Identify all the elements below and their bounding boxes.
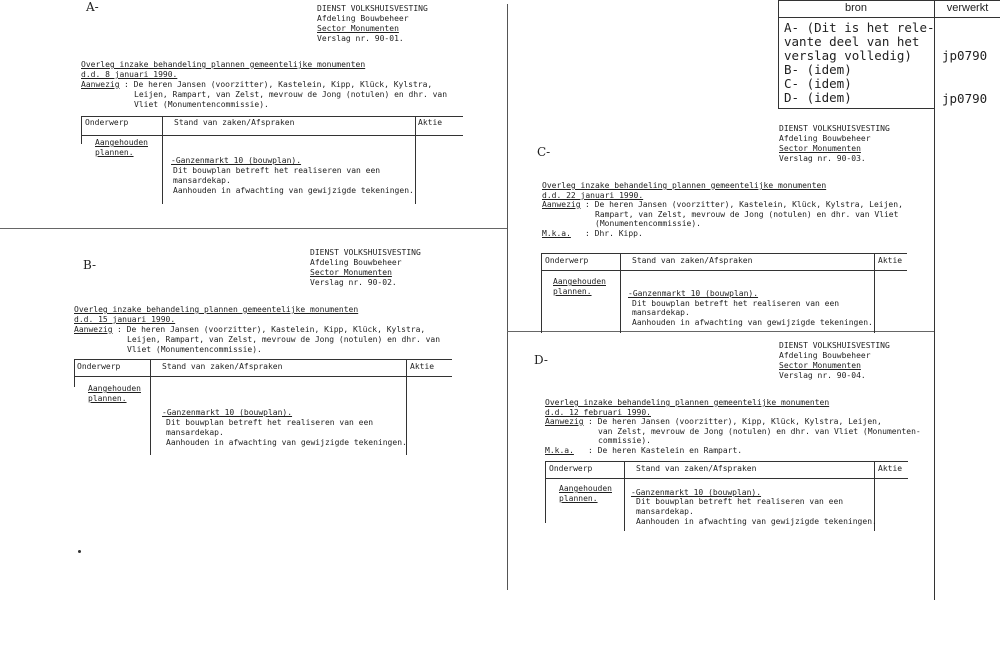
org-line: DIENST VOLKSHUISVESTING	[779, 124, 890, 133]
col-aktie: Aktie	[418, 118, 443, 127]
org-line: Afdeling Bouwbeheer	[310, 258, 402, 267]
table-col-rule	[81, 116, 82, 144]
table-header-rule	[541, 270, 907, 271]
section-letter-a: A-	[86, 0, 99, 14]
header-col-divider	[934, 0, 935, 600]
table-col-rule	[74, 359, 75, 387]
col-stand: Stand van zaken/Afspraken	[174, 118, 295, 127]
section-letter-d: D-	[534, 353, 548, 367]
col-stand: Stand van zaken/Afspraken	[636, 464, 757, 473]
aanwezig-line: commissie).	[598, 436, 651, 445]
table-col-rule	[545, 461, 546, 523]
item-line: Dit bouwplan betreft het realiseren van een	[632, 299, 840, 308]
table-header-rule	[545, 478, 908, 479]
mka-label: M.k.a.	[545, 446, 574, 455]
aanwezig-line: Leijen, Rampart, van Zelst, mevrouw de Jong (notulen) en dhr. van	[127, 335, 441, 344]
aanwezig-label: Aanwezig	[81, 80, 120, 89]
subject-line: plannen.	[95, 148, 134, 157]
meeting-title: Overleg inzake behandeling plannen gemeentelijke monumenten	[81, 60, 366, 69]
subject-line: Aangehouden	[559, 484, 612, 493]
org-line: Afdeling Bouwbeheer	[779, 134, 871, 143]
section-letter-c: C-	[537, 145, 551, 159]
item-line: mansardekap.	[173, 176, 231, 185]
header-under-labels	[778, 17, 1000, 18]
item-line: Aanhouden in afwachting van gewijzigde tekeningen.	[636, 517, 877, 526]
table-col-rule	[874, 253, 875, 333]
aanwezig-line: van Zelst, mevrouw de Jong (notulen) en dhr. van Vliet (Monumenten-	[598, 427, 921, 436]
meeting-date: d.d. 8 januari 1990.	[81, 70, 178, 79]
bron-line: verslag volledig)	[784, 48, 912, 63]
org-line: Afdeling Bouwbeheer	[317, 14, 409, 23]
col-onderwerp: Onderwerp	[77, 362, 121, 371]
left-section-divider	[0, 228, 507, 229]
col-aktie: Aktie	[410, 362, 435, 371]
table-col-rule	[162, 116, 163, 204]
right-section-divider	[507, 331, 934, 332]
item-line: Aanhouden in afwachting van gewijzigde tekeningen.	[166, 438, 407, 447]
col-onderwerp: Onderwerp	[85, 118, 129, 127]
table-col-rule	[150, 359, 151, 455]
item-line: mansardekap.	[636, 507, 694, 516]
table-col-rule	[620, 253, 621, 333]
aanwezig-label: Aanwezig	[545, 417, 584, 426]
subject-line: plannen.	[559, 494, 598, 503]
bron-line: C- (idem)	[784, 76, 852, 91]
org-line: Afdeling Bouwbeheer	[779, 351, 871, 360]
verwerkt-value: jp0790	[942, 91, 988, 106]
verwerkt-value: jp0790	[942, 48, 988, 63]
meeting-date: d.d. 12 februari 1990.	[545, 408, 651, 417]
meeting-title: Overleg inzake behandeling plannen gemeentelijke monumenten	[74, 305, 359, 314]
subject-line: Aangehouden	[553, 277, 606, 286]
table-header-rule	[81, 135, 463, 136]
col-aktie: Aktie	[878, 256, 903, 265]
item-title: -Ganzenmarkt 10 (bouwplan).	[631, 488, 762, 497]
verwerkt-header: verwerkt	[946, 2, 989, 14]
org-line: Verslag nr. 90-04.	[779, 371, 866, 380]
table-col-rule	[624, 461, 625, 531]
col-stand: Stand van zaken/Afspraken	[162, 362, 283, 371]
table-top-rule	[541, 253, 907, 254]
table-col-rule	[541, 253, 542, 333]
subject-line: Aangehouden	[95, 138, 148, 147]
col-stand: Stand van zaken/Afspraken	[632, 256, 753, 265]
aanwezig-line: : De heren Jansen (voorzitter), Kastelein, Kipp, Klück, Kylstra,	[124, 80, 433, 89]
item-title: -Ganzenmarkt 10 (bouwplan).	[171, 156, 302, 165]
org-line: Sector Monumenten	[779, 361, 861, 370]
aanwezig-line: Vliet (Monumentencommissie).	[127, 345, 262, 354]
center-vertical-divider	[507, 4, 508, 590]
aanwezig-label: Aanwezig	[74, 325, 113, 334]
aanwezig-line: Vliet (Monumentencommissie).	[134, 100, 269, 109]
org-line: Sector Monumenten	[779, 144, 861, 153]
aanwezig-line: (Monumentencommissie).	[595, 219, 701, 228]
mka-value: : De heren Kastelein en Rampart.	[588, 446, 743, 455]
mka-value: : Dhr. Kipp.	[585, 229, 643, 238]
table-top-rule	[545, 461, 908, 462]
col-onderwerp: Onderwerp	[549, 464, 593, 473]
bron-line: A- (Dit is het rele-	[784, 20, 935, 35]
stray-dot	[78, 550, 81, 553]
section-letter-b: B-	[83, 258, 97, 272]
table-top-rule	[81, 116, 463, 117]
item-line: mansardekap.	[166, 428, 224, 437]
item-line: mansardekap.	[632, 308, 690, 317]
meeting-date: d.d. 15 januari 1990.	[74, 315, 176, 324]
item-line: Dit bouwplan betreft het realiseren van een	[636, 497, 844, 506]
org-line: DIENST VOLKSHUISVESTING	[310, 248, 421, 257]
org-line: Verslag nr. 90-02.	[310, 278, 397, 287]
bron-header: bron	[844, 2, 868, 14]
header-top-rule	[778, 0, 1000, 1]
bron-line: B- (idem)	[784, 62, 852, 77]
meeting-title: Overleg inzake behandeling plannen gemeentelijke monumenten	[542, 181, 827, 190]
subject-line: Aangehouden	[88, 384, 141, 393]
aanwezig-line: : De heren Jansen (voorzitter), Kastelein, Kipp, Klück, Kylstra,	[117, 325, 426, 334]
header-bottom-rule	[778, 108, 934, 109]
table-header-rule	[74, 376, 452, 377]
subject-line: plannen.	[553, 287, 592, 296]
bron-line: vante deel van het	[784, 34, 920, 49]
item-line: Aanhouden in afwachting van gewijzigde tekeningen.	[173, 186, 414, 195]
org-line: Verslag nr. 90-01.	[317, 34, 404, 43]
aanwezig-line: Rampart, van Zelst, mevrouw de Jong (notulen) en dhr. van Vliet	[595, 210, 899, 219]
col-aktie: Aktie	[878, 464, 903, 473]
aanwezig-label: Aanwezig	[542, 200, 581, 209]
org-line: DIENST VOLKSHUISVESTING	[317, 4, 428, 13]
meeting-title: Overleg inzake behandeling plannen gemeentelijke monumenten	[545, 398, 830, 407]
aanwezig-line: : De heren Jansen (voorzitter), Kipp, Klück, Kylstra, Leijen,	[588, 417, 882, 426]
org-line: Verslag nr. 90-03.	[779, 154, 866, 163]
subject-line: plannen.	[88, 394, 127, 403]
bron-line: D- (idem)	[784, 90, 852, 105]
item-line: Aanhouden in afwachting van gewijzigde tekeningen.	[632, 318, 873, 327]
meeting-date: d.d. 22 januari 1990.	[542, 191, 644, 200]
aanwezig-line: Leijen, Rampart, van Zelst, mevrouw de Jong (notulen) en dhr. van	[134, 90, 448, 99]
table-col-rule	[415, 116, 416, 204]
item-title: -Ganzenmarkt 10 (bouwplan).	[628, 289, 759, 298]
table-top-rule	[74, 359, 452, 360]
item-line: Dit bouwplan betreft het realiseren van een	[173, 166, 381, 175]
item-line: Dit bouwplan betreft het realiseren van een	[166, 418, 374, 427]
mka-label: M.k.a.	[542, 229, 571, 238]
org-line: Sector Monumenten	[310, 268, 392, 277]
aanwezig-line: : De heren Jansen (voorzitter), Kastelein, Klück, Kylstra, Leijen,	[585, 200, 903, 209]
org-line: DIENST VOLKSHUISVESTING	[779, 341, 890, 350]
org-line: Sector Monumenten	[317, 24, 399, 33]
col-onderwerp: Onderwerp	[545, 256, 589, 265]
item-title: -Ganzenmarkt 10 (bouwplan).	[162, 408, 293, 417]
